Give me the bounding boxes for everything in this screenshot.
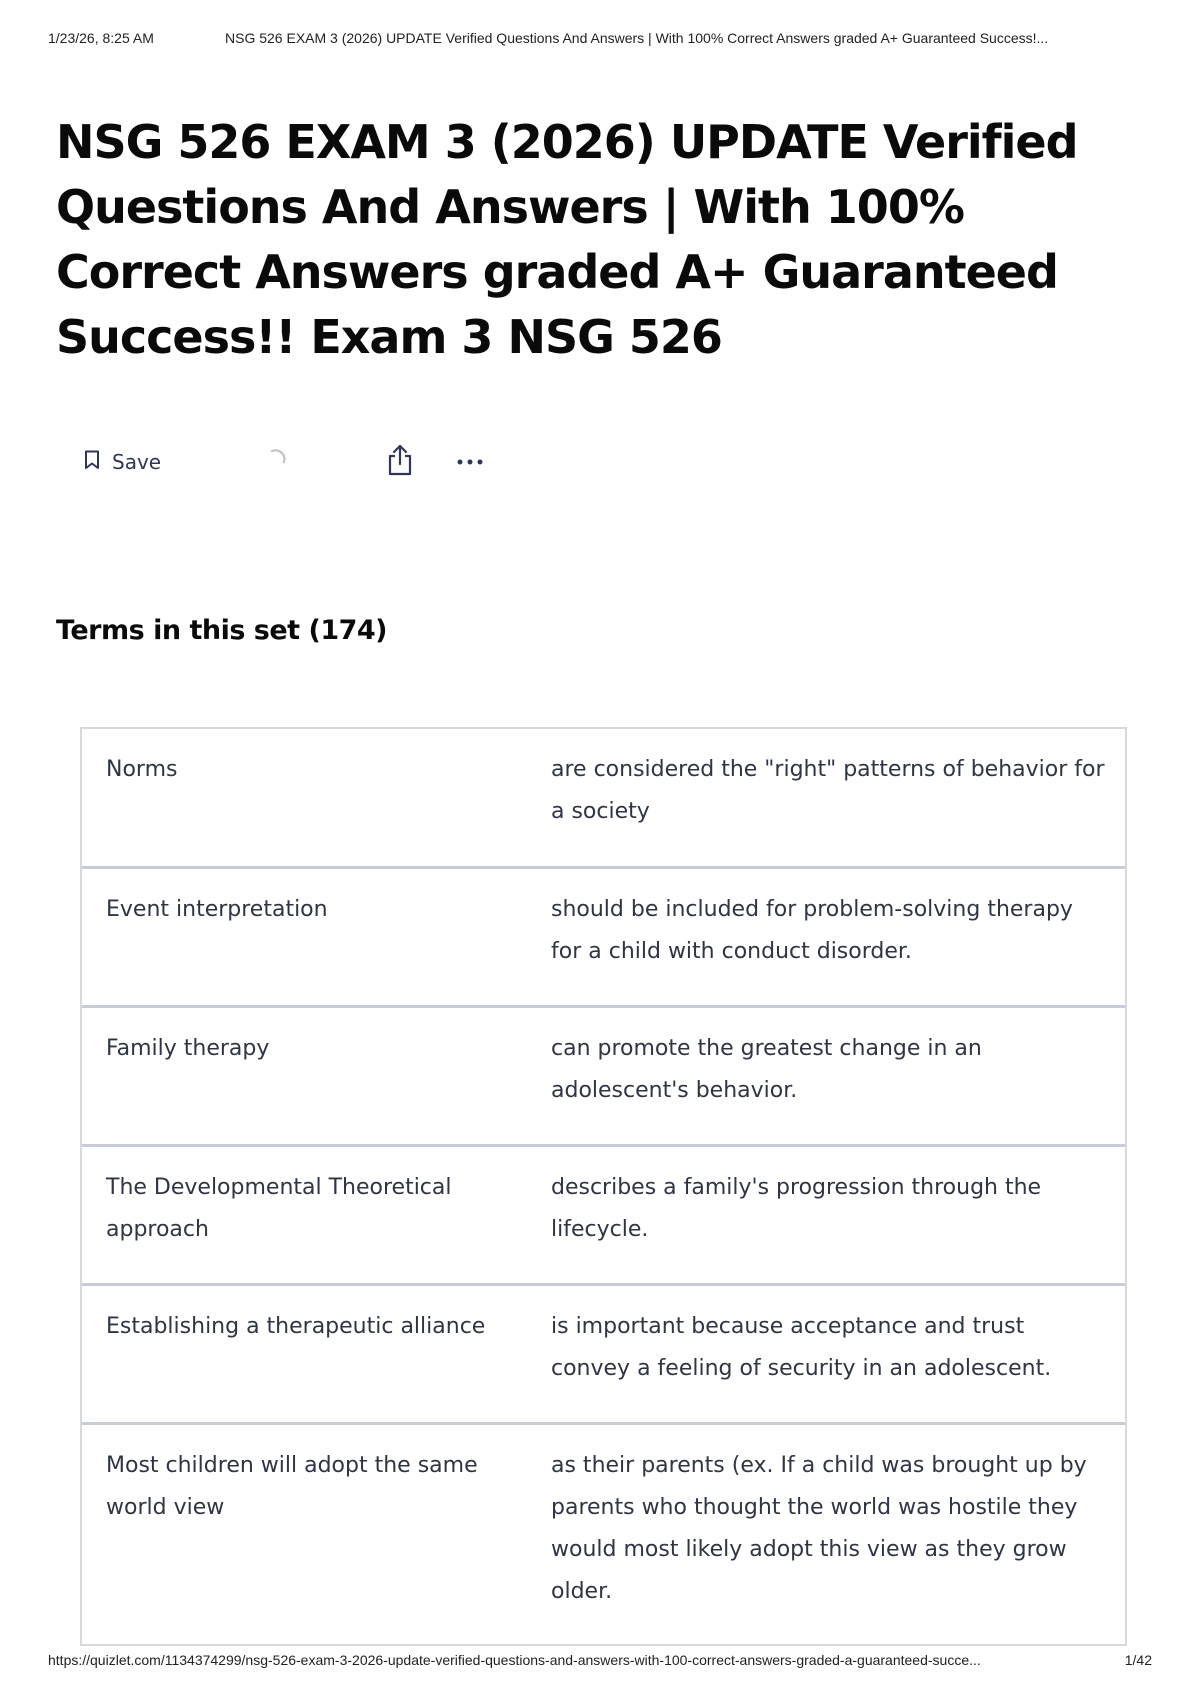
definition-text: are considered the "right" patterns of behavior for a society <box>551 757 1105 824</box>
save-label: Save <box>112 450 162 474</box>
page-number: 1/42 <box>1124 1652 1152 1668</box>
definition-text: describes a family's progression through the lifecycle. <box>551 1175 1042 1242</box>
term-row[interactable] <box>82 1283 1125 1422</box>
term-row[interactable] <box>82 729 1125 866</box>
term-text: The Developmental Theoretical approach <box>106 1175 452 1242</box>
term-row[interactable] <box>82 1422 1125 1644</box>
print-footer <box>48 1652 1152 1668</box>
bookmark-icon <box>84 450 100 475</box>
set-toolbar <box>84 440 504 484</box>
page-title: NSG 526 EXAM 3 (2026) UPDATE Verified Questions And Answers | With 100% Correct Answers graded A+ Guaranteed Success!! Exam 3 NSG 526 <box>56 115 1078 364</box>
loading-spinner-icon <box>264 448 288 477</box>
term-text: Most children will adopt the same world view <box>106 1453 478 1520</box>
more-options-icon <box>456 453 484 471</box>
term-row[interactable] <box>82 1144 1125 1283</box>
more-options-button[interactable] <box>456 440 484 484</box>
loading-spinner <box>264 440 288 484</box>
share-icon <box>386 443 414 482</box>
term-text: Event interpretation <box>106 897 328 922</box>
definition-text: can promote the greatest change in an adolescent's behavior. <box>551 1036 982 1103</box>
definition-text: is important because acceptance and trust convey a feeling of security in an adolescent. <box>551 1314 1052 1381</box>
definition-text: should be included for problem-solving therapy for a child with conduct disorder. <box>551 897 1073 964</box>
term-text: Family therapy <box>106 1036 270 1061</box>
term-text: Establishing a therapeutic alliance <box>106 1314 486 1339</box>
print-url: https://quizlet.com/1134374299/nsg-526-exam-3-2026-update-verified-questions-and-answers-with-100-correct-answers-graded-a-guaranteed-succe... <box>48 1652 981 1668</box>
term-row[interactable] <box>82 1005 1125 1144</box>
terms-table <box>80 727 1127 1646</box>
terms-heading: Terms in this set (174) <box>56 615 388 646</box>
print-header <box>48 30 1152 46</box>
definition-text: as their parents (ex. If a child was brought up by parents who thought the world was hostile they would most likely adopt this view as they grow older. <box>551 1453 1087 1604</box>
save-button[interactable] <box>84 440 161 484</box>
term-text: Norms <box>106 757 178 782</box>
print-doc-title: NSG 526 EXAM 3 (2026) UPDATE Verified Questions And Answers | With 100% Correct Answers graded A+ Guaranteed Success!... <box>225 30 1049 46</box>
print-timestamp: 1/23/26, 8:25 AM <box>48 30 154 46</box>
term-row[interactable] <box>82 866 1125 1005</box>
share-button[interactable] <box>386 440 414 484</box>
